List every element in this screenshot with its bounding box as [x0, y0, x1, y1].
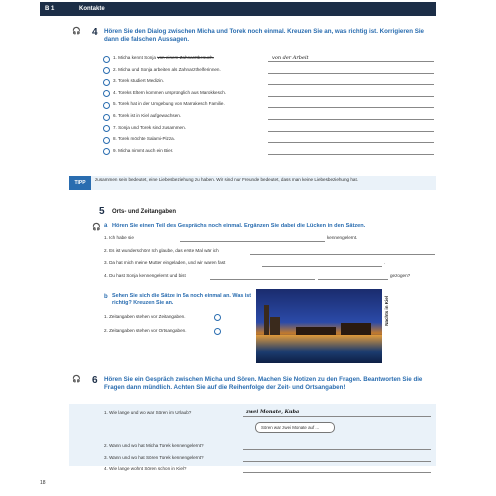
sentence-5a-end-1: kennengelernt. [327, 235, 358, 240]
exercise-4-number: 4 [92, 27, 98, 38]
statement-text: 2. Micha und Sonja arbeiten als Zahnarzthelferinnen. [113, 66, 221, 72]
tipp-text: zusammen sein bedeutet, eine Liebesbeziehung zu haben. Wir sind nur Freunde bedeutet, dass man keine Liebesbeziehung hat. [95, 177, 359, 182]
tipp-label: TIPP [69, 176, 91, 190]
audio-icon-6[interactable]: 🎧 [72, 376, 81, 383]
checkbox-4-8[interactable] [103, 137, 110, 144]
question-6-2: 2. Wann und wo hat Micha Torek kennengelernt? [104, 443, 204, 448]
statement-text: 5. Torek hat in der Umgebung von Marrakesch Familie. [113, 101, 225, 107]
exercise-5-number: 5 [99, 206, 105, 217]
speech-bubble: Sören war zwei Monate auf ... [255, 422, 335, 433]
answer-line-4-9[interactable] [268, 154, 434, 155]
exercise-5b-option-2: 2. Zeitangaben stehen vor Ortsangaben. [104, 328, 187, 333]
exercise-5b-option-1: 1. Zeitangaben stehen vor Zeitangaben. [104, 314, 186, 319]
question-6-4: 4. Wie lange wohnt Sören schon in Kiel? [104, 466, 187, 471]
exercise-5a-label: a [104, 223, 108, 229]
handwritten-answer: von der Arbeit [272, 54, 309, 61]
statement-text: 9. Micha nimmt auch ein Bier. [113, 147, 174, 153]
statement-4-1 [113, 55, 214, 61]
answer-line-4-1[interactable] [268, 61, 434, 62]
audio-icon[interactable]: 🎧 [72, 28, 81, 35]
statement-4-8 [113, 136, 175, 142]
headphones-icon[interactable]: 🎧 [92, 224, 101, 231]
statement-text: 1. Micha kennt Sonja [113, 55, 158, 60]
sentence-5a-end-4: gezogen? [390, 272, 411, 278]
exercise-6-number: 6 [92, 375, 98, 386]
statement-4-4 [113, 90, 226, 96]
checkbox-4-3[interactable] [103, 79, 110, 86]
checkbox-4-2[interactable] [103, 67, 110, 74]
checkbox-4-4[interactable] [103, 90, 110, 97]
sentence-5a-4: 4. Du hast Sonja kennengelernt und bist [104, 272, 186, 278]
exercise-5-title: Orts- und Zeitangaben [112, 209, 177, 215]
exercise-5a-instruction: Hören Sie einen Teil des Gesprächs noch einmal. Ergänzen Sie dabei die Lücken in den Sätzen. [112, 223, 366, 229]
statement-text: 3. Torek studiert Medizin. [113, 78, 164, 84]
gap-line-5a-1-1[interactable] [180, 241, 325, 242]
answer-line-4-2[interactable] [268, 73, 434, 74]
answer-line-4-6[interactable] [268, 119, 434, 120]
statement-text: 7. Sonja und Torek sind zusammen. [113, 124, 186, 130]
checkbox-4-5[interactable] [103, 102, 110, 109]
question-6-1: 1. Wie lange und wo war Sören im Urlaub? [104, 410, 192, 415]
statement-4-5 [113, 101, 225, 107]
question-6-3: 3. Wann und wo hat Sören Torek kennengelernt? [104, 455, 204, 460]
page-header [40, 2, 436, 16]
checkbox-4-7[interactable] [103, 125, 110, 132]
checkbox-4-9[interactable] [103, 148, 110, 155]
exercise-5b-instruction: Sehen Sie sich die Sätze in 5a noch einmal an. Was ist richtig? Kreuzen Sie an. [112, 293, 252, 306]
statement-4-2 [113, 67, 221, 73]
struck-text: von einem Zahnarztbesuch. [157, 55, 214, 60]
exercise-4-instruction: Hören Sie den Dialog zwischen Micha und Torek noch einmal. Kreuzen Sie an, was richtig ist. Korrigieren Sie dann die falschen Aussagen. [104, 28, 424, 43]
answer-line-4-5[interactable] [268, 107, 434, 108]
statement-4-7 [113, 125, 186, 131]
sentence-5a-3: 3. Da hat mich meine Mutter eingeladen, und wir waren fast [104, 260, 226, 265]
statement-text: 8. Torek möchte Salami-Pizza. [113, 136, 175, 142]
exercise-5b-label: b [104, 294, 108, 300]
photo-caption: Nachts in Kiel [384, 296, 389, 326]
checkbox-4-6[interactable] [103, 114, 110, 121]
header-title: Kontakte [79, 6, 105, 12]
statement-text: 6. Torek ist in Kiel aufgewachsen. [113, 113, 182, 118]
gap-line-5a-4-2[interactable] [318, 279, 388, 280]
answer-line-4-8[interactable] [268, 142, 434, 143]
page-number: 18 [40, 480, 46, 486]
tipp-box [69, 176, 436, 190]
answer-line-6-2[interactable] [243, 449, 431, 450]
sentence-5a-end-3: . [384, 260, 386, 265]
gap-line-5a-3-1[interactable] [262, 266, 382, 267]
exercise-6-instruction: Hören Sie ein Gespräch zwischen Micha und Sören. Machen Sie Notizen zu den Fragen. Beantworten Sie die Fragen dann mündlich. Achten Sie auf die Reihenfolge der Zeit- und Ortsangaben! [104, 376, 423, 391]
unit-label: B 1 [45, 6, 55, 12]
checkbox-4-1[interactable] [103, 56, 110, 63]
statement-4-3 [113, 78, 164, 84]
sentence-5a-2: 2. Es ist wunderschön! Ich glaube, das erste Mal wär ich [104, 247, 219, 253]
gap-line-5a-4-1[interactable] [210, 279, 315, 280]
statement-text: 4. Toreks Eltern kommen ursprünglich aus Marokkesch. [113, 89, 227, 95]
answer-line-6-4[interactable] [243, 472, 431, 473]
handwritten-answer-6: zwei Monate, Kuba [246, 409, 300, 415]
answer-line-4-4[interactable] [268, 96, 434, 97]
answer-line-6-3[interactable] [243, 461, 431, 462]
statement-4-6 [113, 113, 181, 119]
answer-line-4-3[interactable] [268, 84, 434, 85]
checkbox-5b-2[interactable] [214, 328, 221, 335]
answer-line-4-7[interactable] [268, 131, 434, 132]
gap-line-5a-2-1[interactable] [250, 254, 435, 255]
kiel-night-photo [256, 289, 382, 363]
sentence-5a-1: 1. Ich habe sie [104, 235, 134, 240]
answer-line-6-1[interactable] [243, 416, 431, 417]
checkbox-5b-1[interactable] [214, 314, 221, 321]
statement-4-9 [113, 148, 173, 154]
